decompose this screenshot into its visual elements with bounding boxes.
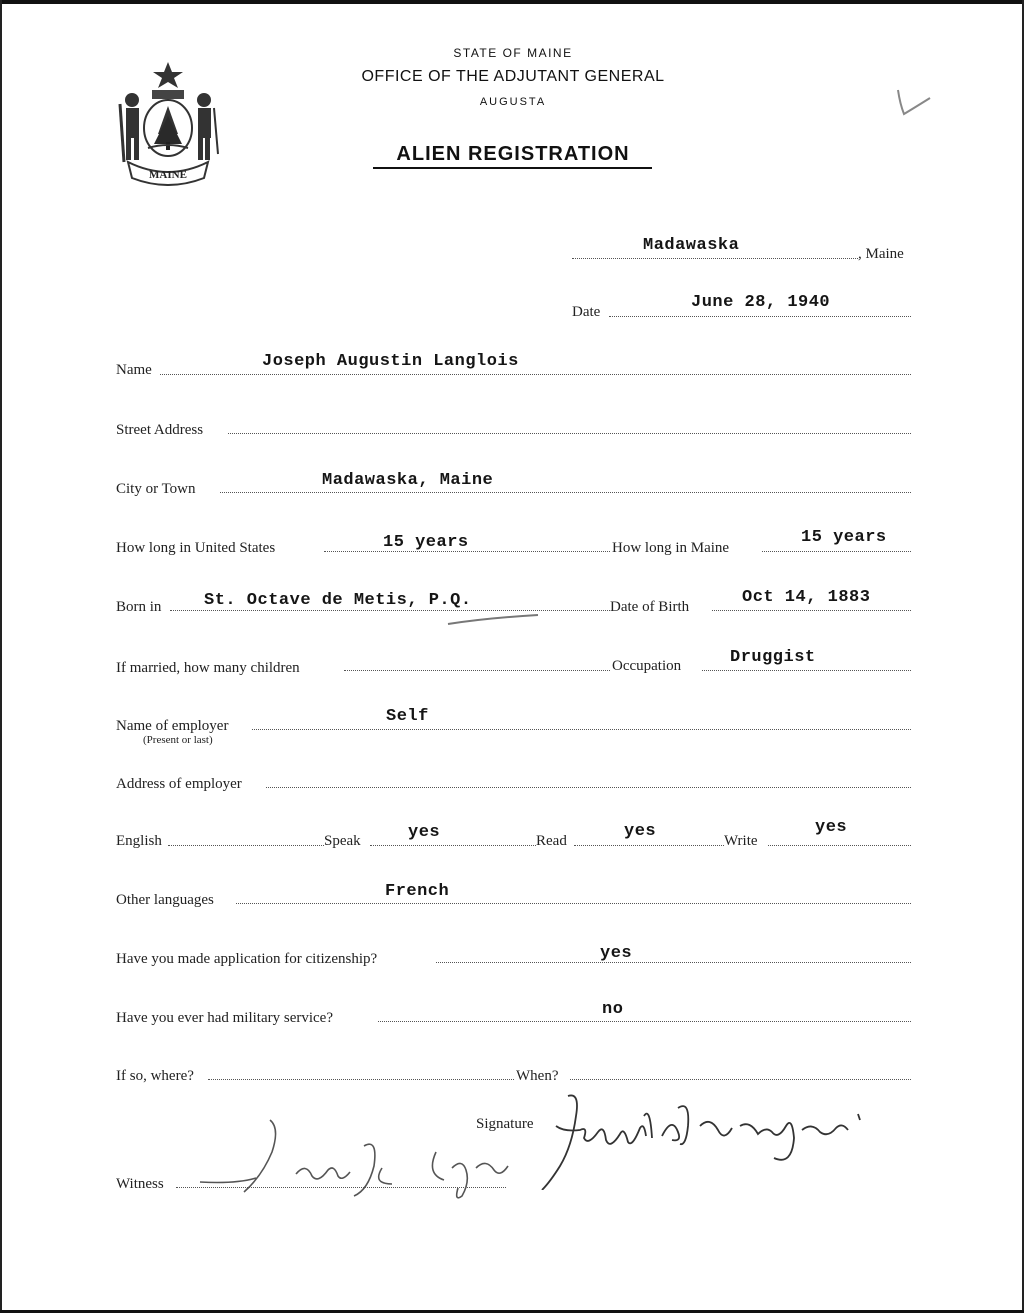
date-value: June 28, 1940 (691, 293, 831, 312)
citizenship-value: yes (600, 944, 633, 963)
title-underline (373, 167, 652, 169)
children-dots (344, 670, 610, 671)
header-city: AUGUSTA (479, 96, 547, 108)
employer-sublabel: (Present or last) (143, 734, 213, 746)
other-languages-dots (236, 903, 911, 904)
scan-border-top (0, 0, 1024, 4)
other-languages-label: Other languages (116, 892, 214, 908)
read-value: yes (624, 822, 657, 841)
citizenship-dots (436, 962, 911, 963)
birth-date-label: Date of Birth (610, 599, 690, 615)
english-dots (168, 845, 324, 846)
birth-date-value: Oct 14, 1883 (742, 588, 871, 607)
employer-label: Name of employer (116, 718, 229, 734)
name-label: Name (116, 362, 152, 378)
witness-label: Witness (116, 1176, 164, 1192)
occupation-value: Druggist (730, 648, 816, 667)
location-suffix: , Maine (858, 246, 904, 262)
header-state: STATE OF MAINE (453, 46, 573, 60)
street-address-dots (228, 433, 911, 434)
write-dots (768, 845, 911, 846)
location-value: Madawaska (643, 236, 740, 255)
speak-value: yes (408, 823, 441, 842)
when-label: When? (516, 1068, 559, 1084)
born-in-dots (170, 610, 610, 611)
us-duration-label: How long in United States (116, 540, 276, 556)
svg-text:MAINE: MAINE (149, 169, 187, 181)
other-languages-value: French (385, 882, 450, 901)
citizenship-label: Have you made application for citizenship? (116, 951, 378, 967)
english-label: English (116, 833, 162, 849)
where-label: If so, where? (116, 1068, 194, 1084)
header-office: OFFICE OF THE ADJUTANT GENERAL (361, 68, 665, 85)
read-dots (574, 845, 724, 846)
street-address-label: Street Address (116, 422, 204, 438)
witness-signature (196, 1118, 536, 1202)
maine-duration-value: 15 years (801, 528, 887, 547)
name-dots (160, 374, 911, 375)
employer-value: Self (386, 707, 429, 726)
applicant-signature (540, 1086, 890, 1190)
employer-address-label: Address of employer (116, 776, 242, 792)
signature-label: Signature (476, 1116, 534, 1132)
read-label: Read (536, 833, 567, 849)
employer-address-dots (266, 787, 911, 788)
maine-duration-dots (762, 551, 911, 552)
pencil-underline (446, 612, 542, 628)
where-dots (208, 1079, 514, 1080)
date-dots (609, 316, 911, 317)
speak-label: Speak (324, 833, 361, 849)
date-label: Date (572, 304, 601, 320)
location-dots (572, 258, 858, 259)
military-dots (378, 1021, 911, 1022)
form-title: ALIEN REGISTRATION (396, 143, 630, 165)
born-in-label: Born in (116, 599, 162, 615)
employer-dots (252, 729, 911, 730)
write-value: yes (815, 818, 848, 837)
speak-dots (370, 845, 536, 846)
when-dots (570, 1079, 911, 1080)
name-value: Joseph Augustin Langlois (262, 352, 519, 371)
occupation-dots (702, 670, 911, 671)
military-value: no (602, 1000, 624, 1019)
occupation-label: Occupation (612, 658, 682, 674)
military-label: Have you ever had military service? (116, 1010, 333, 1026)
birth-date-dots (712, 610, 911, 611)
children-label: If married, how many children (116, 660, 300, 676)
maine-duration-label: How long in Maine (612, 540, 730, 556)
maine-state-seal-icon (112, 58, 224, 186)
check-mark-icon (892, 84, 936, 120)
scan-border-left (0, 0, 2, 1313)
write-label: Write (724, 833, 758, 849)
us-duration-value: 15 years (383, 533, 469, 552)
city-dots (220, 492, 911, 493)
city-value: Madawaska, Maine (322, 471, 494, 490)
city-label: City or Town (116, 481, 196, 497)
born-in-value: St. Octave de Metis, P.Q. (204, 591, 472, 610)
